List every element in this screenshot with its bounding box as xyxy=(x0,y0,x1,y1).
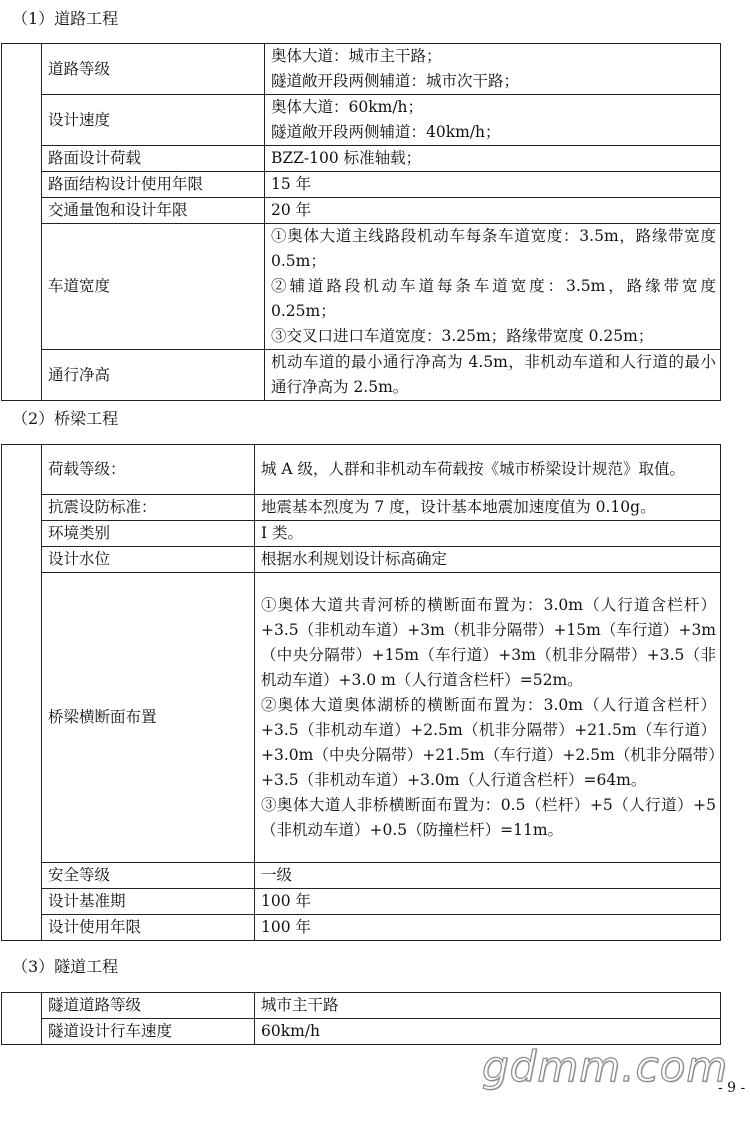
spec-key: 荷载等级： xyxy=(42,445,255,495)
spec-value: I 类。 xyxy=(255,521,721,547)
spec-value: 地震基本烈度为 7 度，设计基本地震加速度值为 0.10g。 xyxy=(255,495,721,521)
spec-value: BZZ-100 标准轴载； xyxy=(265,146,721,172)
table-row xyxy=(2,889,721,915)
blank-column xyxy=(2,993,42,1045)
spec-value: 城 A 级，人群和非机动车荷载按《城市桥梁设计规范》取值。 xyxy=(255,445,721,495)
table-row xyxy=(2,1019,721,1045)
spec-key: 设计基准期 xyxy=(42,889,255,915)
spec-value: 奥体大道：城市主干路； 隧道敞开段两侧辅道：城市次干路； xyxy=(265,44,721,95)
spec-value: 100 年 xyxy=(255,889,721,915)
section-heading-tunnel: （3）隧道工程 xyxy=(12,957,119,976)
spec-key: 设计水位 xyxy=(42,547,255,573)
spec-value: ①奥体大道主线路段机动车每条车道宽度：3.5m，路缘带宽度 0.5m； ②辅道路段机动车道每条车道宽度：3.5m，路缘带宽度 0.25m； ③交叉口进口车道宽度：3.25m；路缘带宽度 0.25m； xyxy=(265,224,721,350)
section-heading-bridge: （2）桥梁工程 xyxy=(12,409,119,428)
road-spec-table xyxy=(1,43,721,401)
spec-key: 路面设计荷载 xyxy=(42,146,265,172)
table-row xyxy=(2,915,721,941)
spec-key: 隧道设计行车速度 xyxy=(42,1019,255,1045)
spec-value: 100 年 xyxy=(255,915,721,941)
table-row xyxy=(2,44,721,95)
spec-key: 路面结构设计使用年限 xyxy=(42,172,265,198)
spec-key: 设计速度 xyxy=(42,95,265,146)
blank-column xyxy=(2,445,42,941)
tunnel-spec-table xyxy=(1,992,721,1045)
bridge-spec-table xyxy=(1,444,721,941)
table-row xyxy=(2,146,721,172)
spec-value: 奥体大道：60km/h； 隧道敞开段两侧辅道：40km/h； xyxy=(265,95,721,146)
spec-key: 交通量饱和设计年限 xyxy=(42,198,265,224)
spec-key: 安全等级 xyxy=(42,863,255,889)
watermark-logo: gdmm.com xyxy=(482,1042,729,1091)
spec-value: 15 年 xyxy=(265,172,721,198)
spec-key: 道路等级 xyxy=(42,44,265,95)
table-row xyxy=(2,521,721,547)
spec-value: 根据水利规划设计标高确定 xyxy=(255,547,721,573)
spec-key: 车道宽度 xyxy=(42,224,265,350)
spec-value: 一级 xyxy=(255,863,721,889)
table-row xyxy=(2,95,721,146)
spec-value: 机动车道的最小通行净高为 4.5m，非机动车道和人行道的最小通行净高为 2.5m。 xyxy=(265,350,721,401)
spec-key: 抗震设防标准： xyxy=(42,495,255,521)
spec-value: ①奥体大道共青河桥的横断面布置为：3.0m（人行道含栏杆）+3.5（非机动车道）+3m（机非分隔带）+15m（车行道）+3m（中央分隔带）+15m（车行道）+3m（机非分隔带）+3.5（非机动车道）+3.0 m（人行道含栏杆）=52m。 ②奥体大道奥体湖桥的横断面布置为：3.0m（人行道含栏杆）+3.5（非机动车道）+2.5m（机非分隔带）+21.5m（车行道）+3.0m（中央分隔带）+21.5m（车行道）+2.5m（机非分隔带）+3.5（非机动车道）+3.0m（人行道含栏杆）=64m。 ③奥体大道人非桥横断面布置为：0.5（栏杆）+5（人行道）+5（非机动车道）+0.5（防撞栏杆）=11m。 xyxy=(255,573,721,863)
spec-key: 桥梁横断面布置 xyxy=(42,573,255,863)
table-row xyxy=(2,350,721,401)
table-row xyxy=(2,547,721,573)
table-row xyxy=(2,573,721,863)
spec-key: 设计使用年限 xyxy=(42,915,255,941)
spec-value: 城市主干路 xyxy=(255,993,721,1019)
blank-column xyxy=(2,44,42,401)
spec-key: 通行净高 xyxy=(42,350,265,401)
table-row xyxy=(2,993,721,1019)
spec-value: 60km/h xyxy=(255,1019,721,1045)
table-row xyxy=(2,224,721,350)
table-row xyxy=(2,172,721,198)
spec-key: 环境类别 xyxy=(42,521,255,547)
spec-key: 隧道道路等级 xyxy=(42,993,255,1019)
spec-value: 20 年 xyxy=(265,198,721,224)
table-row xyxy=(2,863,721,889)
page-number: - 9 - xyxy=(718,1080,746,1096)
table-row xyxy=(2,198,721,224)
table-row xyxy=(2,495,721,521)
section-heading-road: （1）道路工程 xyxy=(12,9,119,28)
table-row xyxy=(2,445,721,495)
